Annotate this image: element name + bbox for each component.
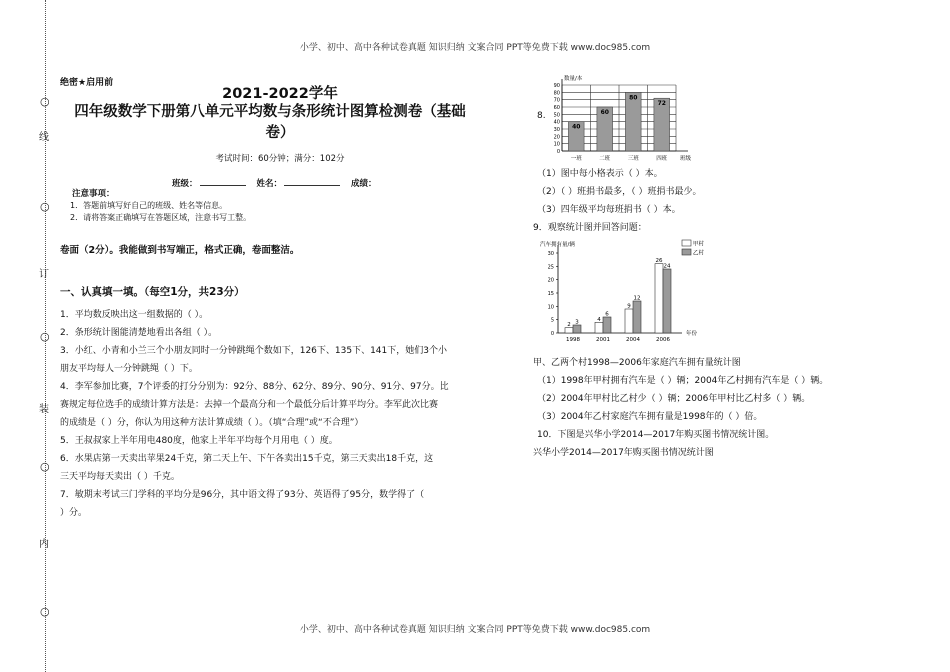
x-tick-label: 2006	[656, 337, 670, 343]
name-field[interactable]	[284, 177, 340, 186]
y-tick-label: 40	[553, 119, 560, 126]
x-tick-label: 1998	[566, 337, 580, 343]
data-label: 3	[575, 319, 579, 326]
class-label: 班级：	[172, 179, 198, 189]
legend-swatch	[682, 240, 691, 246]
neatness-note: 卷面（2分）。我能做到书写端正，格式正确，卷面整洁。	[60, 245, 300, 256]
chart-caption: 兴华小学2014—2017年购买图书情况统计图	[533, 448, 714, 458]
question-line: （2）2004年甲村比乙村少（ ）辆；2006年甲村比乙村多（ ）辆。	[537, 394, 811, 404]
binding-ring-icon: ○	[40, 200, 50, 213]
y-tick-label: 10	[547, 304, 554, 311]
question-line: （1）图中每小格表示（ ）本。	[537, 169, 663, 179]
question-line: 6．水果店第一天卖出苹果24千克，第二天上午、下午各卖出15千克，第三天卖出18千克，这	[60, 454, 434, 464]
x-tick-label: 三班	[627, 156, 639, 162]
y-tick-label: 15	[547, 291, 554, 297]
bar	[565, 328, 573, 333]
data-label: 2	[567, 322, 571, 329]
y-axis-label: 汽车拥有量/辆	[540, 242, 575, 248]
score-label: 成绩：	[350, 179, 377, 189]
data-label: 80	[629, 94, 638, 102]
legend-swatch	[682, 249, 691, 255]
y-tick-label: 90	[553, 83, 560, 89]
question-line: 赛规定每位选手的成绩计算方法是：去掉一个最高分和一个最低分后计算平均分。李军此次比赛	[60, 400, 439, 410]
x-tick-label: 二班	[599, 156, 611, 162]
binding-ring-icon: ○	[40, 605, 50, 618]
secret-label: 绝密★启用前	[60, 78, 114, 88]
data-label: 6	[605, 311, 609, 318]
student-fields	[172, 177, 376, 189]
data-label: 26	[655, 258, 663, 265]
y-tick-label: 50	[553, 112, 560, 119]
footer-note: 小学、初中、高中各种试卷真题 知识归纳 文案合同 PPT等免费下载 www.doc985.com	[299, 625, 651, 635]
bar	[573, 325, 581, 333]
question-line: 1．平均数反映出这一组数据的（ ）。	[60, 310, 209, 320]
data-label: 9	[627, 303, 631, 310]
class-field[interactable]	[200, 177, 246, 186]
y-tick-label: 0	[550, 331, 554, 337]
binding-line-label: 线	[39, 132, 49, 143]
binding-outer-label: 装	[39, 404, 49, 415]
notice-item: 2．请将答案正确填写在答题区域，注意书写工整。	[70, 213, 252, 222]
binding-margin	[8, 0, 66, 672]
binding-ring-icon: ○	[40, 95, 50, 108]
x-tick-label: 2001	[596, 337, 610, 343]
binding-ring-icon: ○	[40, 330, 50, 343]
data-label: 72	[657, 100, 666, 108]
question-line: 3．小红、小青和小兰三个小朋友同时一分钟跳绳个数如下，126下、135下、141下，她们3个小	[60, 346, 447, 356]
data-label: 60	[600, 109, 609, 116]
question-line: 三天平均每天卖出（ ）千克。	[60, 472, 180, 482]
page-title-year: 2021-2022学年	[222, 86, 338, 102]
question-line: 4．李军参加比赛，7个评委的打分分别为：92分、88分、62分、89分、90分、91分、97分。比	[60, 382, 449, 392]
car-ownership-chart	[538, 237, 713, 347]
data-label: 24	[663, 263, 671, 270]
data-label: 4	[597, 316, 601, 323]
x-axis-label: 年份	[686, 331, 698, 337]
y-tick-label: 0	[556, 149, 560, 155]
data-label: 40	[572, 123, 581, 131]
bar	[625, 309, 633, 333]
book-donation-chart	[548, 75, 718, 163]
question-line: ）分。	[60, 508, 88, 518]
y-tick-label: 25	[547, 264, 554, 271]
y-tick-label: 80	[553, 90, 560, 97]
legend-label: 甲村	[693, 241, 705, 248]
question-line: 10．下图是兴华小学2014—2017年购买图书情况统计图。	[537, 430, 775, 440]
header-note: 小学、初中、高中各种试卷真题 知识归纳 文案合同 PPT等免费下载 www.doc985.com	[299, 43, 651, 53]
y-tick-label: 20	[547, 277, 554, 284]
binding-ring-icon: ○	[40, 460, 50, 473]
bar	[633, 301, 641, 333]
y-tick-label: 70	[553, 97, 560, 104]
y-tick-label: 30	[547, 251, 554, 257]
x-tick-label: 一班	[570, 156, 582, 162]
page-title-tail: 卷）	[265, 125, 295, 141]
y-tick-label: 20	[553, 134, 560, 141]
page-title: 四年级数学下册第八单元平均数与条形统计图算检测卷（基础	[74, 104, 466, 120]
y-tick-label: 10	[553, 141, 560, 148]
question-line: 的成绩是（ ）分，你认为用这种方法计算成绩（ ）。（填“合理”或“不合理”）	[60, 418, 364, 428]
y-tick-label: 5	[550, 317, 554, 324]
exam-info: 考试时间：60分钟；满分：102分	[215, 154, 345, 164]
notice-item: 1．答题前填写好自己的班级、姓名等信息。	[70, 201, 228, 210]
binding-seal-label: 订	[39, 269, 49, 280]
binding-inner-label: 内	[39, 539, 49, 550]
legend-label: 乙村	[693, 250, 705, 257]
question-line: 7．敏期末考试三门学科的平均分是96分，其中语文得了93分、英语得了95分，数学得了（	[60, 490, 425, 500]
y-tick-label: 30	[553, 127, 560, 133]
x-tick-label: 2004	[626, 337, 640, 343]
x-tick-label: 四班	[656, 156, 668, 162]
question-line: 2．条形统计图能清楚地看出各组（ ）。	[60, 328, 218, 338]
chart-caption: 甲、乙两个村1998—2006年家庭汽车拥有量统计图	[533, 358, 741, 368]
question-line: （1）1998年甲村拥有汽车是（ ）辆；2004年乙村拥有汽车是（ ）辆。	[537, 376, 829, 386]
bar	[595, 322, 603, 333]
bar	[663, 269, 671, 333]
y-tick-label: 60	[553, 105, 560, 111]
question-line: 9．观察统计图并回答问题：	[533, 223, 647, 233]
question-line: （3）2004年乙村家庭汽车拥有量是1998年的（ ）倍。	[537, 412, 763, 422]
question-line: （3）四年级平均每班捐书（ ）本。	[537, 205, 681, 215]
section-heading: 一、认真填一填。（每空1分，共23分）	[60, 286, 245, 298]
data-label: 12	[633, 295, 641, 302]
y-axis-label: 数量/本	[564, 76, 583, 82]
question-line: 朋友平均每人一分钟跳绳（ ）下。	[60, 364, 198, 374]
bar	[603, 317, 611, 333]
q8-number: 8.	[537, 111, 546, 121]
name-label: 姓名：	[256, 179, 282, 189]
notice-heading: 注意事项：	[72, 189, 115, 199]
question-line: （2）（ ）班捐书最多，（ ）班捐书最少。	[537, 187, 702, 197]
bar	[655, 264, 663, 333]
question-line: 5．王叔叔家上半年用电480度，他家上半年平均每个月用电（ ）度。	[60, 436, 338, 446]
x-axis-label: 班级	[680, 156, 692, 162]
